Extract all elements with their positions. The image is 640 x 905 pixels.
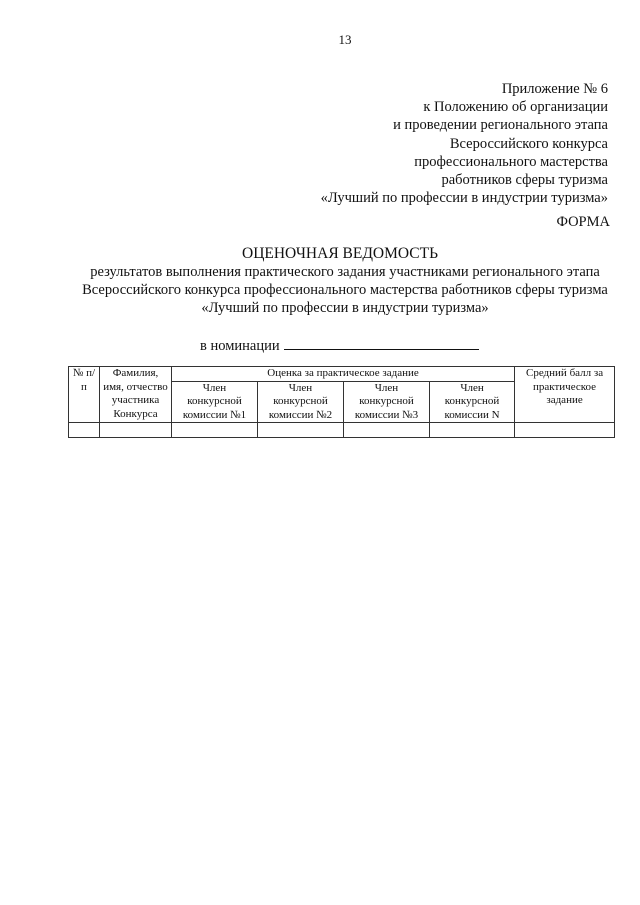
header-member-n: Член конкурсной комиссии N bbox=[430, 381, 515, 423]
subtitle-line: «Лучший по профессии в индустрии туризма» bbox=[201, 300, 489, 316]
subtitle-line: Всероссийского конкурса профессионального мастерства работников сферы туризма bbox=[82, 282, 608, 298]
appendix-line: Приложение № 6 bbox=[501, 81, 608, 97]
document-subtitle bbox=[60, 263, 630, 317]
table-cell[interactable] bbox=[344, 423, 430, 438]
table-cell[interactable] bbox=[430, 423, 515, 438]
table-cell[interactable] bbox=[100, 423, 172, 438]
header-member-2: Член конкурсной комиссии №2 bbox=[258, 381, 344, 423]
table-cell[interactable] bbox=[69, 423, 100, 438]
document-title: ОЦЕНОЧНАЯ ВЕДОМОСТЬ bbox=[242, 245, 438, 262]
header-average: Средний балл за практическое задание bbox=[515, 367, 615, 423]
nomination-label: в номинации bbox=[200, 338, 280, 354]
evaluation-table bbox=[68, 366, 615, 438]
appendix-line: Всероссийского конкурса bbox=[449, 135, 608, 152]
subtitle-line: результатов выполнения практического задания участниками регионального этапа bbox=[90, 264, 600, 280]
form-label: ФОРМА bbox=[556, 214, 610, 230]
table-row bbox=[69, 423, 615, 438]
appendix-line: и проведении регионального этапа bbox=[393, 117, 608, 134]
header-num: № п/п bbox=[69, 367, 100, 423]
nomination-field bbox=[200, 335, 479, 355]
page-number: 13 bbox=[338, 32, 352, 47]
header-name: Фамилия, имя, отчество участника Конкурса bbox=[100, 367, 172, 423]
appendix-line: профессионального мастерства bbox=[414, 153, 608, 170]
appendix-line: работников сферы туризма bbox=[441, 172, 608, 189]
header-member-1: Член конкурсной комиссии №1 bbox=[172, 381, 258, 423]
appendix-line: к Положению об организации bbox=[423, 99, 608, 116]
table-cell[interactable] bbox=[172, 423, 258, 438]
table-header-row bbox=[69, 367, 615, 382]
nomination-blank-line[interactable] bbox=[284, 335, 479, 350]
table-cell[interactable] bbox=[515, 423, 615, 438]
header-member-3: Член конкурсной комиссии №3 bbox=[344, 381, 430, 423]
appendix-header bbox=[321, 80, 608, 207]
appendix-line: «Лучший по профессии в индустрии туризма» bbox=[320, 190, 608, 207]
header-score-group: Оценка за практическое задание bbox=[172, 367, 515, 382]
table-cell[interactable] bbox=[258, 423, 344, 438]
